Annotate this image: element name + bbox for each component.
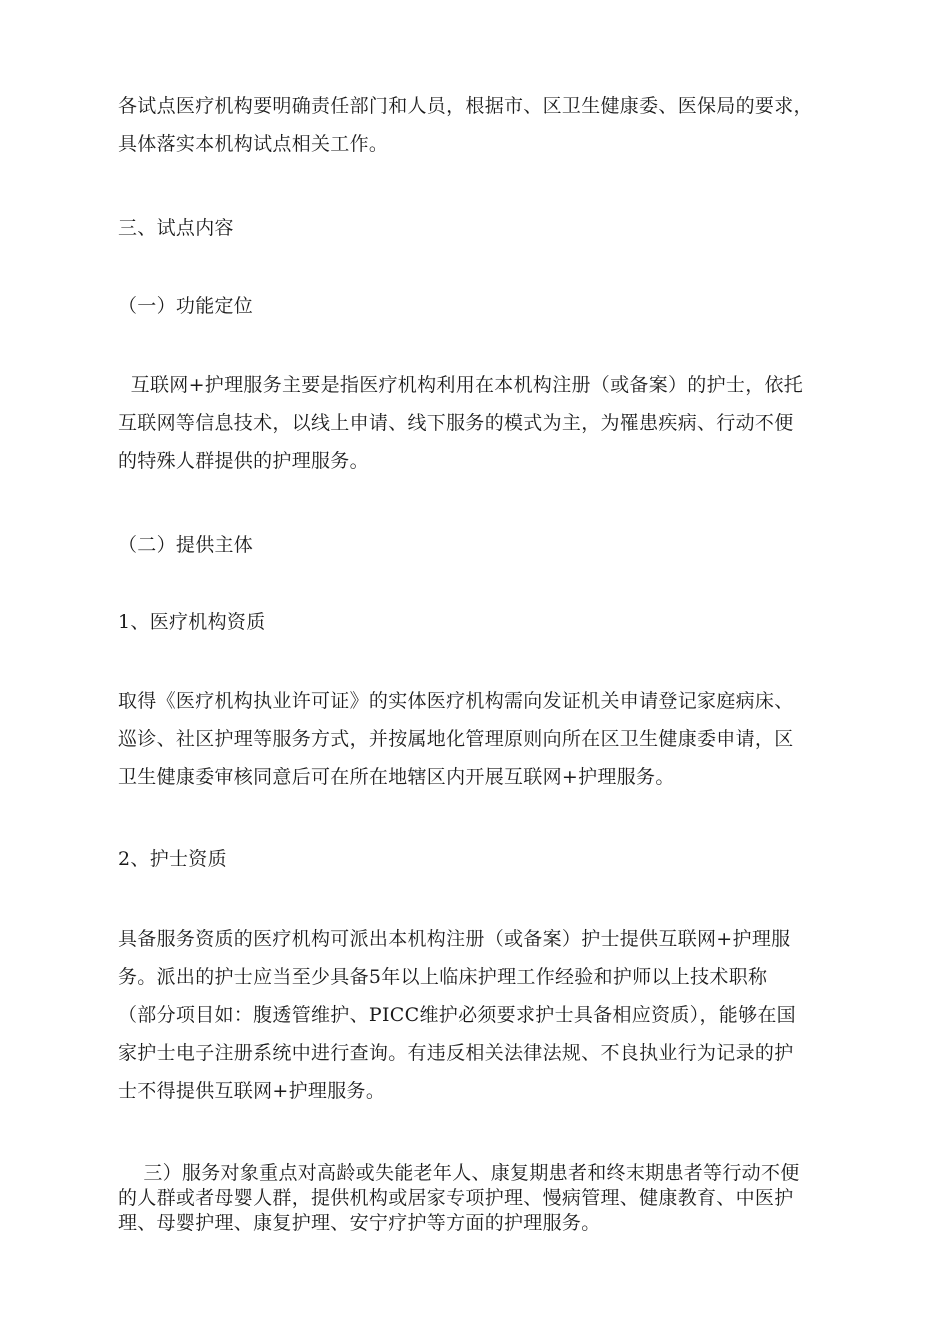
text-line: 巡诊、社区护理等服务方式，并按属地化管理原则向所在区卫生健康委申请，区 — [118, 728, 794, 750]
text-line: 具体落实本机构试点相关工作。 — [118, 133, 389, 155]
item-title: 1、医疗机构资质 — [118, 611, 266, 633]
subsection-title: （二）提供主体 — [118, 534, 254, 556]
item-heading — [118, 840, 838, 878]
intro-paragraph — [118, 87, 838, 163]
section-title: 三、试点内容 — [118, 217, 234, 239]
text-line: 各试点医疗机构要明确责任部门和人员，根据市、区卫生健康委、医保局的要求， — [118, 95, 813, 117]
text-line: 具备服务资质的医疗机构可派出本机构注册（或备案）护士提供互联网+护理服 — [118, 928, 791, 950]
text-line: （部分项目如：腹透管维护、PICC维护必须要求护士具备相应资质），能够在国 — [118, 1004, 796, 1026]
service-paragraph — [118, 1161, 838, 1236]
text-line: 三）服务对象重点对高龄或失能老年人、康复期患者和终末期患者等行动不便 — [118, 1162, 800, 1184]
institution-paragraph — [118, 682, 838, 796]
text-line: 务。派出的护士应当至少具备5年以上临床护理工作经验和护师以上技术职称 — [118, 966, 768, 988]
section-heading — [118, 209, 838, 247]
text-line: 卫生健康委审核同意后可在所在地辖区内开展互联网+护理服务。 — [118, 766, 675, 788]
text-line: 的人群或者母婴人群，提供机构或居家专项护理、慢病管理、健康教育、中医护 — [118, 1187, 794, 1209]
nurse-paragraph — [118, 920, 838, 1110]
subsection-title: （一）功能定位 — [118, 295, 254, 317]
text-line: 取得《医疗机构执业许可证》的实体医疗机构需向发证机关申请登记家庭病床、 — [118, 690, 794, 712]
item-heading — [118, 603, 838, 641]
text-line: 理、母婴护理、康复护理、安宁疗护等方面的护理服务。 — [118, 1212, 601, 1234]
item-title: 2、护士资质 — [118, 848, 227, 870]
text-line: 的特殊人群提供的护理服务。 — [118, 450, 369, 472]
function-paragraph — [118, 366, 838, 480]
text-line: 互联网等信息技术，以线上申请、线下服务的模式为主，为罹患疾病、行动不便 — [118, 412, 794, 434]
subsection-heading — [118, 287, 838, 325]
subsection-heading — [118, 526, 838, 564]
text-line: 互联网+护理服务主要是指医疗机构利用在本机构注册（或备案）的护士，依托 — [118, 374, 804, 396]
text-line: 士不得提供互联网+护理服务。 — [118, 1080, 386, 1102]
text-line: 家护士电子注册系统中进行查询。有违反相关法律法规、不良执业行为记录的护 — [118, 1042, 794, 1064]
